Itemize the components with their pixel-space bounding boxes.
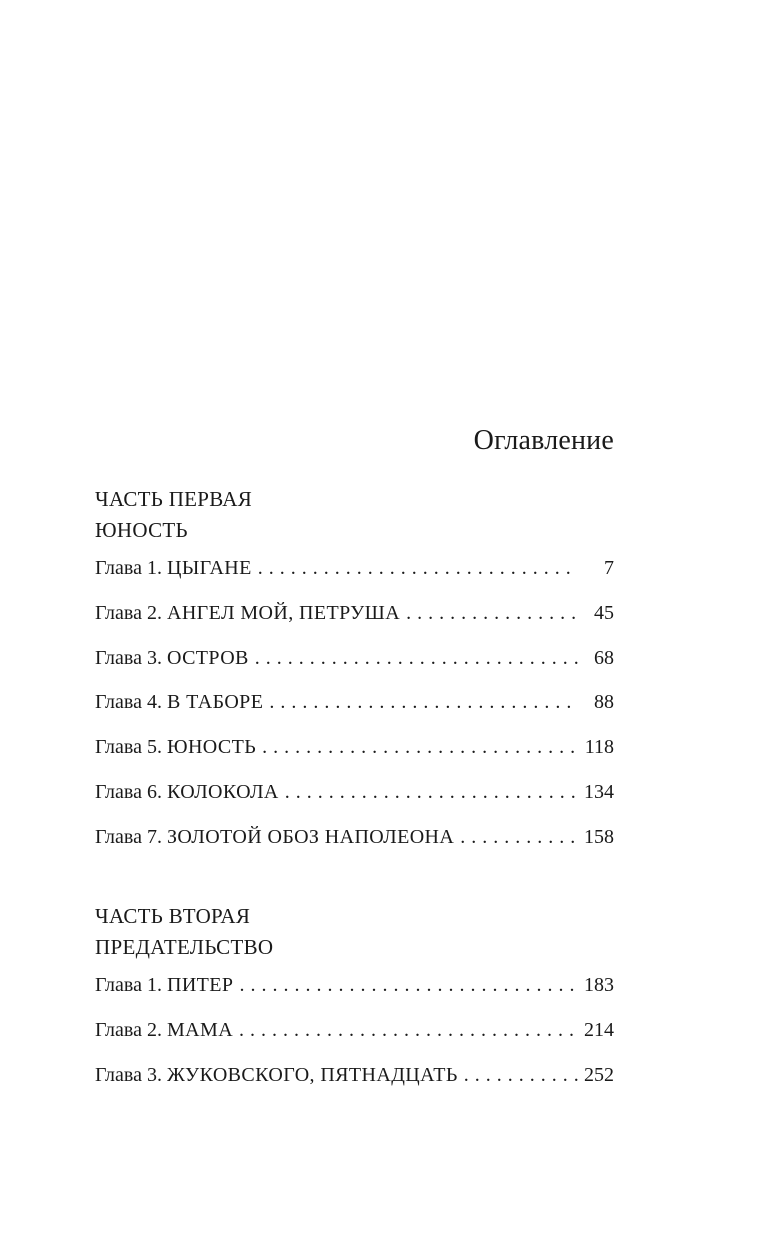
- chapter-number: Глава 4.: [95, 691, 162, 714]
- chapter-number: Глава 7.: [95, 825, 162, 848]
- chapter-title: ЦЫГАНЕ: [166, 557, 252, 579]
- toc-title: Оглавление: [473, 425, 614, 456]
- chapter-entry[interactable]: [95, 1017, 614, 1062]
- chapter-number: Глава 2.: [95, 1018, 162, 1041]
- chapter-number: Глава 5.: [95, 736, 162, 759]
- chapter-entry[interactable]: [95, 689, 614, 734]
- chapter-page: 45: [594, 601, 614, 624]
- dot-leader: [239, 972, 578, 998]
- chapter-title: ЖУКОВСКОГО, ПЯТНАДЦАТЬ: [166, 1063, 458, 1086]
- chapter-page: 68: [594, 646, 614, 669]
- part-name: ЮНОСТЬ: [95, 518, 188, 542]
- chapter-title: ПИТЕР: [166, 974, 234, 996]
- chapter-title: ЗОЛОТОЙ ОБОЗ НАПОЛЕОНА: [166, 825, 455, 848]
- dot-leader: [269, 689, 578, 715]
- chapter-number: Глава 1.: [95, 974, 162, 996]
- chapter-entry[interactable]: [95, 734, 614, 779]
- chapter-page: 214: [584, 1018, 614, 1041]
- dot-leader: [255, 645, 578, 671]
- dot-leader: [464, 1062, 578, 1088]
- chapter-page: 158: [584, 825, 614, 848]
- part-section: [95, 901, 614, 1106]
- chapter-page: 183: [584, 974, 614, 996]
- chapter-number: Глава 3.: [95, 646, 162, 669]
- chapter-title: В ТАБОРЕ: [166, 691, 264, 714]
- chapter-list: [95, 972, 614, 1106]
- dot-leader: [406, 600, 578, 626]
- chapter-entry[interactable]: [95, 1062, 614, 1107]
- chapter-page: 252: [584, 1063, 614, 1086]
- chapter-number: Глава 2.: [95, 601, 162, 624]
- dot-leader: [258, 555, 578, 581]
- chapter-entry[interactable]: [95, 824, 614, 869]
- part-section: [95, 484, 614, 869]
- chapter-number: Глава 3.: [95, 1063, 162, 1086]
- chapter-number: Глава 1.: [95, 557, 162, 579]
- chapter-page: 88: [594, 691, 614, 714]
- chapter-page: 134: [584, 780, 614, 803]
- dot-leader: [262, 734, 578, 760]
- chapter-title: АНГЕЛ МОЙ, ПЕТРУША: [166, 601, 401, 624]
- table-of-contents: [95, 0, 614, 1241]
- chapter-entry[interactable]: [95, 600, 614, 645]
- chapter-entry[interactable]: [95, 972, 614, 1017]
- chapter-title: МАМА: [166, 1018, 234, 1041]
- chapter-title: ЮНОСТЬ: [166, 736, 257, 759]
- chapter-entry[interactable]: [95, 645, 614, 690]
- chapter-page: 118: [584, 736, 614, 759]
- chapter-title: ОСТРОВ: [166, 646, 249, 669]
- dot-leader: [285, 779, 578, 805]
- chapter-title: КОЛОКОЛА: [166, 780, 279, 803]
- part-name: ПРЕДАТЕЛЬСТВО: [95, 935, 274, 959]
- part-label: ЧАСТЬ ПЕРВАЯ: [95, 487, 253, 511]
- chapter-number: Глава 6.: [95, 780, 162, 803]
- chapter-page: 7: [604, 557, 614, 579]
- dot-leader: [239, 1017, 578, 1043]
- chapter-entry[interactable]: [95, 779, 614, 824]
- chapter-list: [95, 555, 614, 869]
- part-label: ЧАСТЬ ВТОРАЯ: [95, 904, 251, 928]
- chapter-entry[interactable]: [95, 555, 614, 600]
- dot-leader: [460, 824, 578, 850]
